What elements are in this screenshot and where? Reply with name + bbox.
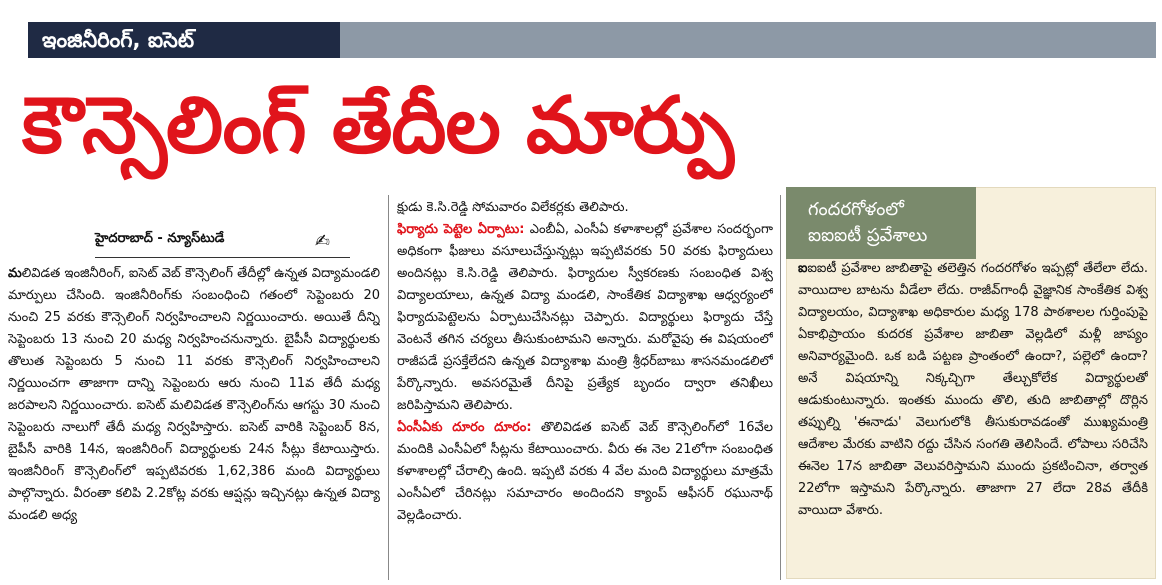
column-1-body bbox=[8, 263, 380, 527]
column-2-intro: క్షుడు కె.సి.రెడ్డి సోమవారం విలేకర్లకు తెలిపారు. bbox=[397, 200, 629, 215]
subhead-mca: ఏంసీఏకు దూరం దూరం: bbox=[397, 420, 532, 435]
sidebar-title bbox=[786, 187, 976, 259]
sidebar-dropcap: ఐ bbox=[798, 261, 808, 276]
column-2-para-2-text: తొలివిడత ఐసెట్ వెబ్ కౌన్సెలింగ్‌లో 16వేల మందికి ఎంసీఏలో సీట్లను కేటాయించారు. వీరు ఈ నెల 21లోగా సంబంధిత కళాశాలల్లో చేరాల్సి ఉంది. ఇప్పటి వరకు 4 వేల మంది విద్యార్థులు మాత్రమే ఎంసీఏలో చేరినట్లు సమాచారం అందిందని క్యాంప్ ఆఫీసర్ రఘునాథ్ వెల్లడించారు. bbox=[397, 420, 773, 523]
dateline bbox=[95, 231, 350, 258]
dropcap: మ bbox=[8, 266, 22, 281]
sidebar-paragraph bbox=[798, 258, 1148, 522]
subhead-complaint-boxes: ఫిర్యాదు పెట్టెల ఏర్పాటు: bbox=[397, 222, 525, 237]
dateline-text: హైదరాబాద్ - న్యూస్‌టుడే bbox=[95, 231, 225, 246]
column-2-para-2 bbox=[397, 417, 773, 527]
article-column-1 bbox=[8, 263, 380, 579]
kicker-label: ఇంజినీరింగ్, ఐసెట్ bbox=[28, 22, 340, 58]
column-2-para-1-text: ఎంబీఏ, ఎంసీఏ కళాశాలల్లో ప్రవేశాల సందర్భంగా అధికంగా ఫీజులు వసూలుచేస్తున్నట్లు ఇప్పటివరకు 50 వరకు ఫిర్యాదులు అందినట్లు కె.సి.రెడ్డి తెలిపారు. ఫిర్యాదుల స్వీకరణకు సంబంధిత విశ్వ విద్యాలయాలు, ఉన్నత విద్యా మండలి, సాంకేతిక విద్యాశాఖ ఆధ్వర్యంలో ఫిర్యాదుపెట్టెలను ఏర్పాటుచేసినట్లు చెప్పారు. విద్యార్థులు ఫిర్యాదు చేస్తే వెంటనే తగిన చర్యలు తీసుకుంటామని అన్నారు. మరోవైపు ఈ విషయంలో రాజీపడే ప్రసక్తేలేదని ఉన్నత విద్యాశాఖ మంత్రి శ్రీధర్‌బాబు శాసనమండలిలో పేర్కొన్నారు. అవసరమైతే దీనిపై ప్రత్యేక బృందం ద్వారా తనిఖీలు జరిపిస్తామని తెలిపారు. bbox=[397, 222, 773, 413]
headline: కౌన్సెలింగ్ తేదీల మార్పు bbox=[22, 81, 733, 171]
column-2-para-1 bbox=[397, 219, 773, 417]
column-divider bbox=[780, 195, 781, 580]
sidebar-body bbox=[798, 258, 1148, 580]
sidebar-text: ఐఐటీ ప్రవేశాల జాబితాపై తలెత్తిన గందరగోళం ఇప్పట్లో తేలేలా లేదు. వాయిదాల బాటను వీడేలా లేదు. రాజీవ్‌గాంధీ వైజ్ఞానిక సాంకేతిక విశ్వ విద్యాలయం, విద్యాశాఖ అధికారుల మధ్య 178 పాఠశాలల గుర్తింపుపై ఏకాభిప్రాయం కుదరక ప్రవేశాల జాబితా వెల్లడిలో మళ్లీ జాప్యం అనివార్యమైంది. ఒక బడి పట్టణ ప్రాంతంలో ఉందా?, పల్లెలో ఉందా? అనే విషయాన్ని నిక్కచ్చిగా తేల్చుకోలేక విద్యార్థులతో ఆడుకుంటున్నారు. ఇంతకు ముందు తొలి, తుది జాబితాల్లో దొర్లిన తప్పుల్ని 'ఈనాడు' వెలుగులోకి తీసుకురావడంతో ముఖ్యమంత్రి ఆదేశాల మేరకు వాటిని రద్దు చేసిన సంగతి తెలిసిందే. లోపాలు సరిచేసి ఈనెల 17న జాబితా వెలువరిస్తామని ముందు ప్రకటించినా, తర్వాత 22లోగా ఇస్తామని పేర్కొన్నారు. తాజాగా 27 లేదా 28వ తేదీకి వాయిదా వేశారు. bbox=[798, 261, 1148, 518]
sidebar-title-line-2: ఐఐఐటీ ప్రవేశాలు bbox=[808, 225, 928, 246]
pen-icon: ✍ bbox=[314, 231, 330, 252]
column-1-text: లివిడత ఇంజినీరింగ్, ఐసెట్ వెబ్ కౌన్సెలింగ్ తేదీల్లో ఉన్నత విద్యామండలి మార్పులు చేసింది. ఇంజినీరింగ్‌కు సంబంధించి గతంలో సెప్టెంబరు 20 నుంచి 25 వరకు కౌన్సెలింగ్ నిర్వహించాలని నిర్ణయించారు. అయితే దీన్ని సెప్టెంబరు 13 నుంచి 20 మధ్య నిర్వహించనున్నారు. బైపీసీ విద్యార్థులకు తొలుత సెప్టెంబరు 5 నుంచి 11 వరకు కౌన్సెలింగ్ నిర్వహించాలని నిర్ణయించగా తాజాగా దాన్ని సెప్టెంబరు ఆరు నుంచి 11వ తేదీ మధ్య జరపాలని నిర్ణయించారు. ఐసెట్ మలివిడత కౌన్సెలింగ్‌ను ఆగస్టు 30 నుంచి సెప్టెంబరు నాలుగో తేదీ మధ్య నిర్వహిస్తారు. ఐసెట్ వారికి సెప్టెంబర్ 8న, బైపీసీ వారికి 14న, ఇంజినీరింగ్ విద్యార్థులకు 24న సీట్లు కేటాయిస్తారు. ఇంజినీరింగ్ కౌన్సెలింగ్‌లో ఇప్పటివరకు 1,62,386 మంది విద్యార్థులు పాల్గొన్నారు. వీరంతా కలిపి 2.2కోట్ల వరకు ఆప్షన్లు ఇచ్చినట్లు ఉన్నత విద్యా మండలి అధ్య bbox=[8, 266, 380, 523]
sidebar-title-line-1: గందరగోళంలో bbox=[808, 199, 904, 220]
column-divider bbox=[388, 195, 389, 580]
article-column-2 bbox=[397, 197, 773, 579]
